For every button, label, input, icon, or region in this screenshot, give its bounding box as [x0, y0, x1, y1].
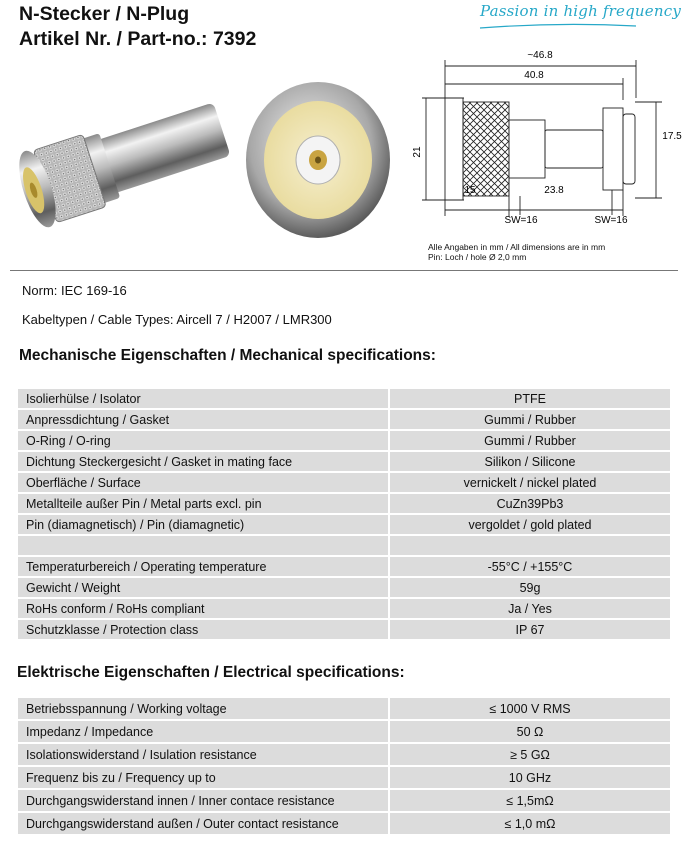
product-title: N-Stecker / N-Plug: [19, 3, 190, 25]
spec-value: Ja / Yes: [388, 599, 670, 620]
spec-value: Gummi / Rubber: [388, 410, 670, 431]
spec-label: Frequenz bis zu / Frequency up to: [18, 767, 388, 790]
spec-value: PTFE: [388, 389, 670, 410]
norm-text: Norm: IEC 169-16: [22, 283, 127, 298]
spec-value: 50 Ω: [388, 721, 670, 744]
mechanical-spec-table: [18, 389, 670, 641]
dimension-drawing: [400, 40, 688, 240]
connector-face-photo: [238, 72, 398, 254]
dimension-note: Alle Angaben in mm / All dimensions are in mm: [428, 242, 606, 252]
spec-value: 59g: [388, 578, 670, 599]
electrical-spec-table: [18, 698, 670, 836]
spec-label: Schutzklasse / Protection class: [18, 620, 388, 641]
table-row: [18, 410, 670, 431]
table-row: [18, 813, 670, 836]
table-row: [18, 721, 670, 744]
spec-value: Gummi / Rubber: [388, 431, 670, 452]
spec-value: [388, 536, 670, 557]
table-row-empty: [18, 536, 670, 557]
dim-overall: ~46.8: [527, 50, 553, 61]
table-row: [18, 620, 670, 641]
table-row: [18, 389, 670, 410]
spec-value: vernickelt / nickel plated: [388, 473, 670, 494]
spec-label: Metallteile außer Pin / Metal parts excl. pin: [18, 494, 388, 515]
spec-label: O-Ring / O-ring: [18, 431, 388, 452]
spec-value: vergoldet / gold plated: [388, 515, 670, 536]
spec-label: Durchgangswiderstand außen / Outer contact resistance: [18, 813, 388, 836]
sw-left-label: SW=16: [504, 215, 538, 226]
spec-value: ≤ 1,5mΩ: [388, 790, 670, 813]
spec-value: CuZn39Pb3: [388, 494, 670, 515]
spec-label: RoHs conform / RoHs compliant: [18, 599, 388, 620]
table-row: [18, 515, 670, 536]
spec-label: Isolationswiderstand / Isulation resistance: [18, 744, 388, 767]
spec-label: Betriebsspannung / Working voltage: [18, 698, 388, 721]
spec-label: Anpressdichtung / Gasket: [18, 410, 388, 431]
mechanical-section-title: Mechanische Eigenschaften / Mechanical specifications:: [19, 347, 436, 364]
spec-label: Impedanz / Impedance: [18, 721, 388, 744]
dim-left: 15: [464, 185, 476, 196]
spec-value: ≥ 5 GΩ: [388, 744, 670, 767]
table-row: [18, 578, 670, 599]
connector-side-photo: [8, 88, 236, 254]
table-row: [18, 494, 670, 515]
spec-label: Isolierhülse / Isolator: [18, 389, 388, 410]
table-row: [18, 698, 670, 721]
table-row: [18, 790, 670, 813]
pin-note: Pin: Loch / hole Ø 2,0 mm: [428, 252, 527, 262]
spec-value: Silikon / Silicone: [388, 452, 670, 473]
dim-width-right: 17.5: [662, 131, 682, 142]
brand-logo: Passion in high frequency: [480, 2, 682, 20]
spec-value: ≤ 1,0 mΩ: [388, 813, 670, 836]
spec-label: Temperaturbereich / Operating temperature: [18, 557, 388, 578]
dim-mid: 23.8: [544, 185, 564, 196]
table-row: [18, 452, 670, 473]
spec-label: [18, 536, 388, 557]
dim-body: 40.8: [524, 70, 544, 81]
dim-height: 21: [412, 146, 423, 158]
spec-label: Gewicht / Weight: [18, 578, 388, 599]
spec-value: 10 GHz: [388, 767, 670, 790]
sw-right-label: SW=16: [594, 215, 628, 226]
spec-value: -55°C / +155°C: [388, 557, 670, 578]
table-row: [18, 599, 670, 620]
spec-label: Durchgangswiderstand innen / Inner contace resistance: [18, 790, 388, 813]
spec-value: ≤ 1000 V RMS: [388, 698, 670, 721]
table-row: [18, 431, 670, 452]
divider: [10, 270, 678, 271]
spec-value: IP 67: [388, 620, 670, 641]
cable-types-text: Kabeltypen / Cable Types: Aircell 7 / H2007 / LMR300: [22, 312, 332, 327]
table-row: [18, 473, 670, 494]
spec-label: Dichtung Steckergesicht / Gasket in mating face: [18, 452, 388, 473]
table-row: [18, 744, 670, 767]
spec-label: Oberfläche / Surface: [18, 473, 388, 494]
spec-label: Pin (diamagnetisch) / Pin (diamagnetic): [18, 515, 388, 536]
table-row: [18, 767, 670, 790]
electrical-section-title: Elektrische Eigenschaften / Electrical specifications:: [17, 664, 405, 681]
part-number-title: Artikel Nr. / Part-no.: 7392: [19, 28, 257, 50]
logo-swoosh: [478, 22, 638, 30]
table-row: [18, 557, 670, 578]
